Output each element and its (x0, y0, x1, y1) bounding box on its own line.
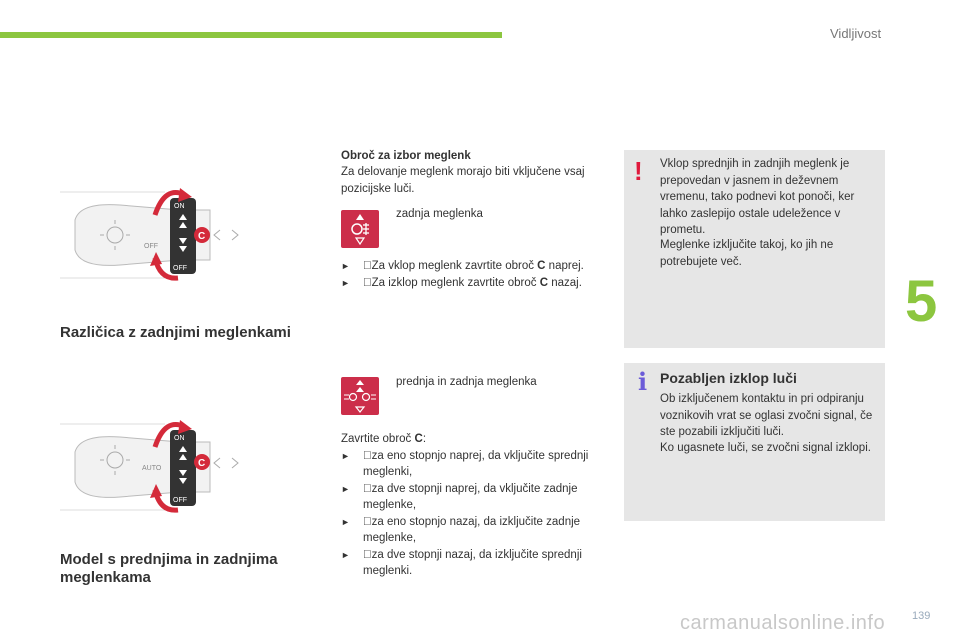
ring-c-label: C (198, 231, 206, 242)
warning-text-1: Vklop sprednjih in zadnjih meglenk je prepovedan v jasnem in deževnem vremenu, tako podnevi kot ponoči, ker lahko zaslepijo ostale udeležence v prometu. (660, 158, 855, 236)
bullet-item: ► za eno stopnjo nazaj, da izključite zadnje meglenke, (341, 515, 581, 544)
info-box (624, 363, 885, 521)
info-title: Pozabljen izklop luči (660, 370, 797, 386)
bullet-item: ► za dve stopnji naprej, da vključite zadnje meglenke, (341, 482, 578, 511)
info-text-2: Ko ugasnete luči, se zvočni signal izklopi. (660, 442, 871, 454)
section-title-front-rear-fog: Model s prednjima in zadnjima meglenkama (60, 551, 278, 586)
ring-heading: Obroč za izbor meglenk (341, 150, 471, 162)
bullet-item: ► za dve stopnji nazaj, da izključite sprednji meglenki. (341, 548, 582, 577)
info-text-1: Ob izključenem kontaktu in pri odpiranju voznikovih vrat se oglasi zvočni signal, če ste pozabili izključiti luči. (660, 393, 873, 438)
warning-box (624, 150, 885, 348)
warning-text-2: Meglenke izključite takoj, ko jih ne potrebujete več. (660, 239, 834, 268)
front-rear-fog-instructions (341, 431, 603, 580)
chapter-number: 5 (905, 269, 938, 334)
stalk-illustration-front-rear-fog (60, 412, 320, 522)
rear-fog-icon (341, 210, 379, 248)
instructions-intro: Zavrtite obroč C: (341, 433, 427, 445)
watermark: carmanualsonline.info (680, 612, 886, 634)
front-rear-fog-icon-label: prednja in zadnja meglenka (396, 376, 537, 388)
svg-text:OFF: OFF (144, 243, 158, 250)
stalk-on-label: ON (174, 203, 185, 210)
bullet-item: ► Za vklop meglenk zavrtite obroč C naprej. (341, 260, 584, 272)
stalk-on-label-2: ON (174, 435, 185, 442)
bullet-item: ► Za izklop meglenk zavrtite obroč C nazaj. (341, 276, 582, 289)
front-rear-fog-icon (341, 377, 379, 415)
info-icon: i (638, 367, 648, 396)
stalk-off-label-2: OFF (173, 497, 187, 504)
header-accent-bar (0, 32, 502, 38)
section-title-rear-fog: Različica z zadnjimi meglenkami (60, 324, 291, 341)
rear-fog-icon-label: zadnja meglenka (396, 208, 483, 220)
stalk-auto-label: AUTO (142, 465, 162, 472)
chapter-title: Vidljivost (830, 26, 882, 41)
ring-intro: Za delovanje meglenk morajo biti vključene vsaj pozicijske luči. (341, 166, 585, 195)
stalk-off-label: OFF (173, 265, 187, 272)
rear-fog-bullets (341, 258, 601, 291)
page-number: 139 (912, 610, 931, 622)
bullet-item: ► za eno stopnjo naprej, da vključite sprednji meglenki, (341, 449, 589, 478)
ring-c-label-2: C (198, 458, 206, 469)
warning-icon: ! (634, 156, 643, 186)
stalk-illustration-rear-fog (60, 180, 320, 290)
